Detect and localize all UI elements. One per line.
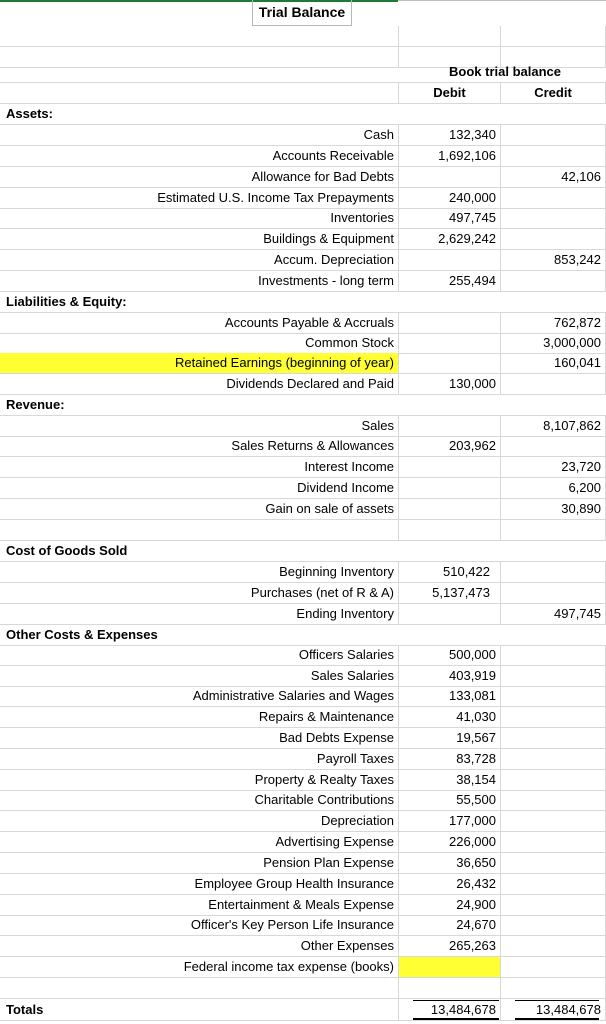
account-label[interactable]: Purchases (net of R & A) — [250, 585, 394, 600]
debit-cell[interactable]: 2,629,242 — [398, 229, 500, 249]
table-row — [0, 499, 606, 520]
table-row — [0, 271, 606, 292]
account-label[interactable]: Officer's Key Person Life Insurance — [190, 917, 394, 932]
cell-label[interactable] — [0, 978, 398, 998]
table-row — [0, 146, 606, 167]
credit-cell[interactable]: 23,720 — [500, 457, 606, 477]
credit-cell[interactable] — [500, 562, 606, 582]
account-label[interactable]: Retained Earnings (beginning of year) — [0, 353, 398, 373]
total-credit[interactable]: 13,484,678 — [500, 999, 606, 1021]
table-row — [0, 666, 606, 687]
total-debit[interactable]: 13,484,678 — [398, 999, 500, 1021]
table-row — [0, 416, 606, 437]
cell-label[interactable] — [0, 520, 398, 540]
account-label[interactable]: Common Stock — [305, 335, 394, 350]
credit-cell[interactable] — [500, 957, 606, 977]
debit-cell[interactable] — [398, 313, 500, 333]
account-label[interactable]: Investments - long term — [258, 273, 394, 288]
blank-row — [0, 520, 606, 541]
account-label[interactable]: Federal income tax expense (books) — [183, 959, 394, 974]
debit-cell[interactable]: 24,900 — [398, 895, 500, 915]
credit-cell[interactable]: 160,041 — [500, 353, 606, 373]
credit-cell[interactable] — [500, 936, 606, 956]
table-row — [0, 313, 606, 334]
debit-cell[interactable]: 55,500 — [398, 790, 500, 810]
credit-cell[interactable] — [500, 770, 606, 790]
account-label[interactable]: Accum. Depreciation — [274, 252, 394, 267]
table-row — [0, 125, 606, 146]
account-label[interactable]: Ending Inventory — [296, 606, 394, 621]
table-row — [0, 936, 606, 957]
cell-credit[interactable] — [500, 26, 606, 46]
debit-cell[interactable]: 36,650 — [398, 853, 500, 873]
table-row — [0, 604, 606, 625]
table-row — [0, 167, 606, 188]
debit-cell[interactable]: 83,728 — [398, 749, 500, 769]
account-label[interactable]: Charitable Contributions — [254, 792, 394, 807]
cell-credit[interactable] — [500, 520, 606, 540]
table-row — [0, 790, 606, 811]
debit-cell-highlighted[interactable] — [398, 957, 500, 977]
credit-cell[interactable] — [500, 749, 606, 769]
account-label[interactable]: Sales — [361, 418, 394, 433]
account-label[interactable]: Estimated U.S. Income Tax Prepayments — [157, 190, 394, 205]
cell-debit[interactable] — [398, 26, 500, 46]
debit-cell[interactable]: 265,263 — [398, 936, 500, 956]
header-group-row — [0, 62, 606, 83]
credit-cell[interactable] — [500, 645, 606, 665]
debit-cell[interactable]: 240,000 — [398, 188, 500, 208]
account-label[interactable]: Inventories — [330, 210, 394, 225]
debit-cell[interactable]: 19,567 — [398, 728, 500, 748]
credit-cell[interactable] — [500, 229, 606, 249]
credit-cell[interactable] — [500, 874, 606, 894]
section-row — [0, 395, 606, 416]
debit-cell[interactable]: 38,154 — [398, 770, 500, 790]
account-label[interactable]: Allowance for Bad Debts — [251, 169, 394, 184]
section-row — [0, 625, 606, 646]
account-label[interactable]: Property & Realty Taxes — [254, 772, 394, 787]
credit-cell[interactable] — [500, 374, 606, 394]
account-label[interactable]: Buildings & Equipment — [263, 231, 394, 246]
account-label[interactable]: Interest Income — [304, 459, 394, 474]
credit-cell[interactable] — [500, 895, 606, 915]
section-row — [0, 104, 606, 125]
credit-cell[interactable]: 8,107,862 — [500, 416, 606, 436]
debit-cell[interactable] — [398, 416, 500, 436]
debit-cell[interactable]: 500,000 — [398, 645, 500, 665]
blank-row — [0, 26, 606, 47]
credit-cell[interactable] — [500, 666, 606, 686]
credit-cell[interactable] — [500, 271, 606, 291]
credit-cell[interactable]: 30,890 — [500, 499, 606, 519]
debit-cell[interactable]: 132,340 — [398, 125, 500, 145]
account-label[interactable]: Pension Plan Expense — [263, 855, 394, 870]
section-liabilities[interactable]: Liabilities & Equity: — [6, 294, 127, 309]
debit-cell[interactable]: 130,000 — [398, 374, 500, 394]
credit-cell[interactable] — [500, 208, 606, 228]
table-row-highlighted — [0, 353, 606, 374]
cell-credit[interactable] — [500, 978, 606, 998]
debit-cell[interactable] — [398, 499, 500, 519]
credit-cell[interactable]: 3,000,000 — [500, 333, 606, 353]
credit-cell[interactable] — [500, 728, 606, 748]
credit-cell[interactable]: 497,745 — [500, 604, 606, 624]
debit-cell[interactable]: 255,494 — [398, 271, 500, 291]
debit-cell[interactable]: 133,081 — [398, 686, 500, 706]
table-row — [0, 686, 606, 707]
table-row — [0, 811, 606, 832]
credit-cell[interactable]: 6,200 — [500, 478, 606, 498]
debit-cell[interactable]: 24,670 — [398, 915, 500, 935]
debit-cell[interactable] — [398, 333, 500, 353]
table-row — [0, 250, 606, 271]
credit-cell[interactable] — [500, 811, 606, 831]
section-assets[interactable]: Assets: — [6, 106, 53, 121]
credit-cell[interactable] — [500, 583, 606, 603]
credit-cell[interactable] — [500, 832, 606, 852]
table-row — [0, 436, 606, 457]
account-label[interactable]: Accounts Receivable — [272, 148, 394, 163]
account-label[interactable]: Depreciation — [321, 813, 394, 828]
table-row — [0, 915, 606, 936]
section-cogs[interactable]: Cost of Goods Sold — [6, 543, 128, 558]
table-row — [0, 229, 606, 250]
table-row — [0, 645, 606, 666]
debit-cell[interactable] — [398, 457, 500, 477]
table-row — [0, 874, 606, 895]
account-label[interactable]: Advertising Expense — [275, 834, 394, 849]
credit-cell[interactable] — [500, 188, 606, 208]
account-label[interactable]: Gain on sale of assets — [265, 501, 394, 516]
table-row — [0, 374, 606, 395]
account-label[interactable]: Sales Salaries — [310, 668, 394, 683]
account-label[interactable]: Payroll Taxes — [316, 751, 394, 766]
credit-cell[interactable] — [500, 686, 606, 706]
total-credit-underline-top — [515, 1000, 599, 1001]
debit-cell[interactable]: 203,962 — [398, 436, 500, 456]
debit-cell[interactable]: 5,137,473 — [398, 583, 500, 603]
account-label[interactable]: Repairs & Maintenance — [258, 709, 394, 724]
account-label[interactable]: Entertainment & Meals Expense — [208, 897, 394, 912]
table-row — [0, 478, 606, 499]
account-label[interactable]: Accounts Payable & Accruals — [224, 315, 394, 330]
table-row — [0, 208, 606, 229]
total-credit-underline-bottom — [515, 1018, 599, 1020]
debit-cell[interactable]: 26,432 — [398, 874, 500, 894]
section-revenue[interactable]: Revenue: — [6, 397, 65, 412]
debit-cell[interactable]: 41,030 — [398, 707, 500, 727]
debit-cell[interactable]: 510,422 — [398, 562, 500, 582]
debit-cell[interactable] — [398, 604, 500, 624]
table-row — [0, 770, 606, 791]
total-debit-underline-top — [413, 1000, 499, 1001]
page-title: Trial Balance — [258, 4, 346, 20]
debit-cell[interactable]: 1,692,106 — [398, 146, 500, 166]
table-row — [0, 957, 606, 978]
table-row — [0, 749, 606, 770]
credit-cell[interactable]: 853,242 — [500, 250, 606, 270]
debit-cell[interactable]: 177,000 — [398, 811, 500, 831]
table-row — [0, 562, 606, 583]
title-cell[interactable] — [252, 0, 352, 26]
table-row — [0, 853, 606, 874]
credit-cell[interactable] — [500, 436, 606, 456]
total-debit-underline-bottom — [413, 1018, 499, 1020]
cell-debit[interactable] — [398, 978, 500, 998]
debit-cell[interactable]: 226,000 — [398, 832, 500, 852]
credit-cell[interactable] — [500, 707, 606, 727]
totals-label[interactable]: Totals — [6, 1002, 44, 1017]
debit-cell[interactable] — [398, 353, 500, 373]
debit-cell[interactable]: 403,919 — [398, 666, 500, 686]
account-label[interactable]: Dividends Declared and Paid — [226, 376, 394, 391]
debit-cell[interactable] — [398, 167, 500, 187]
table-row — [0, 583, 606, 604]
cell-label[interactable] — [0, 26, 398, 46]
section-other-expenses[interactable]: Other Costs & Expenses — [6, 627, 158, 642]
table-row — [0, 707, 606, 728]
header-debit[interactable]: Debit — [398, 83, 500, 103]
credit-cell[interactable]: 762,872 — [500, 313, 606, 333]
cell-debit[interactable] — [398, 520, 500, 540]
blank-row — [0, 978, 606, 999]
account-label[interactable]: Employee Group Health Insurance — [194, 876, 394, 891]
account-label[interactable]: Officers Salaries — [298, 647, 394, 662]
account-label[interactable]: Other Expenses — [300, 938, 394, 953]
table-row — [0, 728, 606, 749]
credit-cell[interactable] — [500, 853, 606, 873]
account-label[interactable]: Beginning Inventory — [279, 564, 394, 579]
section-row — [0, 292, 606, 313]
credit-cell[interactable]: 42,106 — [500, 167, 606, 187]
account-label[interactable]: Dividend Income — [297, 480, 394, 495]
top-border — [398, 0, 606, 1]
table-row — [0, 457, 606, 478]
header-columns-row — [0, 83, 606, 104]
section-row — [0, 541, 606, 562]
account-label[interactable]: Administrative Salaries and Wages — [192, 688, 394, 703]
table-row — [0, 832, 606, 853]
table-row — [0, 188, 606, 209]
debit-cell[interactable] — [398, 478, 500, 498]
debit-cell[interactable]: 497,745 — [398, 208, 500, 228]
account-label[interactable]: Sales Returns & Allowances — [231, 438, 394, 453]
header-credit[interactable]: Credit — [500, 83, 606, 103]
credit-cell[interactable] — [500, 790, 606, 810]
credit-cell[interactable] — [500, 125, 606, 145]
header-group-label[interactable]: Book trial balance — [449, 64, 561, 79]
account-label[interactable]: Bad Debts Expense — [279, 730, 394, 745]
account-label[interactable]: Cash — [363, 127, 394, 142]
debit-cell[interactable] — [398, 250, 500, 270]
credit-cell[interactable] — [500, 146, 606, 166]
table-row — [0, 333, 606, 354]
table-row — [0, 895, 606, 916]
credit-cell[interactable] — [500, 915, 606, 935]
